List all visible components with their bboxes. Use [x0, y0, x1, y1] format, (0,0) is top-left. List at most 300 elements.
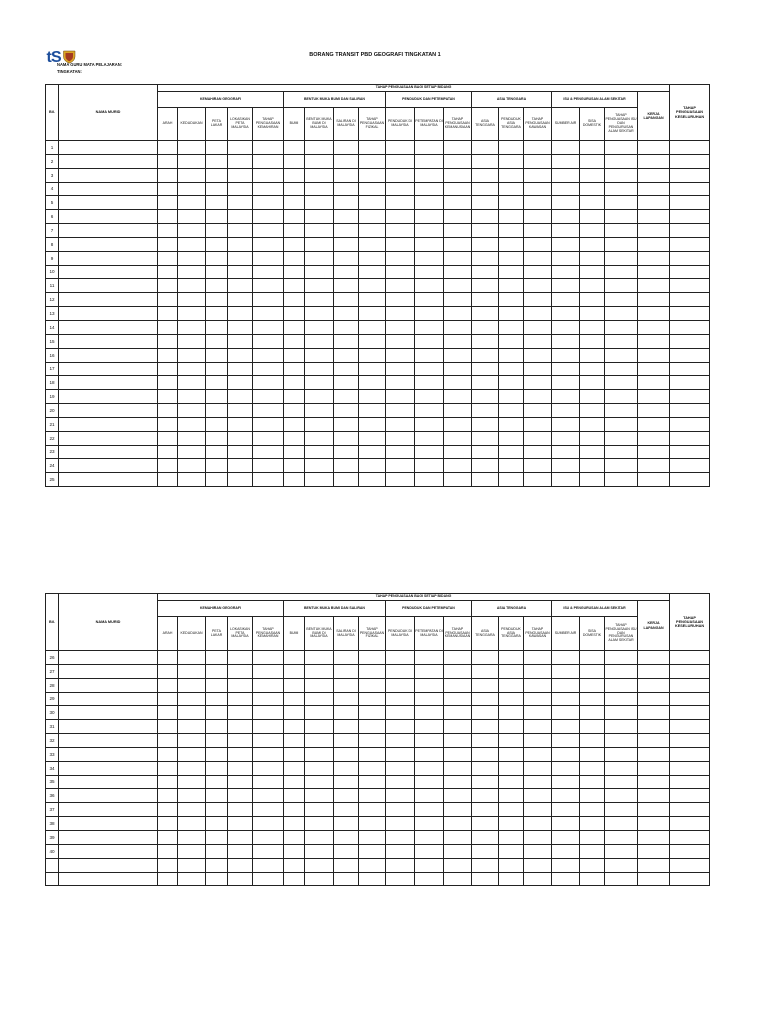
- level-cell-kedudukan: [178, 307, 206, 321]
- level-cell-peta-lakar: [206, 678, 228, 692]
- level-cell-tahap-penguasaan-fizikal: [359, 376, 386, 390]
- overall-level-cell: [670, 251, 710, 265]
- level-cell-bentuk-muka-bumi-di-malaysia: [305, 404, 334, 418]
- level-cell-tahap-penguasaan-kemanusiaan: [444, 376, 472, 390]
- level-cell-kedudukan: [178, 224, 206, 238]
- table-row: [46, 844, 710, 858]
- level-cell-tahap-penguasaan-isu-dan-pengurusan-alam-sekitar: [605, 858, 638, 872]
- level-cell-asia-tenggara: [472, 803, 499, 817]
- level-cell-tahap-penguasaan-isu-dan-pengurusan-alam-sekitar: [605, 141, 638, 155]
- level-cell-peta-lakar: [206, 830, 228, 844]
- level-cell-tahap-penguasaan-kawasan: [524, 237, 552, 251]
- level-cell-bumi: [284, 706, 305, 720]
- level-cell-tahap-penguasaan-fizikal: [359, 830, 386, 844]
- topic-header-petempatan-di-malaysia: PETEMPATAN DI MALAYSIA: [415, 617, 444, 651]
- level-cell-tahap-penguasaan-kawasan: [524, 459, 552, 473]
- level-cell-penduduk-asia-tenggara: [499, 224, 524, 238]
- level-cell-tahap-penguasaan-kemanusiaan: [444, 803, 472, 817]
- level-cell-lokasikan-peta-malaysia: [228, 376, 253, 390]
- level-cell-arah: [158, 872, 178, 886]
- group-header-penduduk-dan-petempatan: PENDUDUK DAN PETEMPATAN: [386, 601, 472, 617]
- level-cell-sisa-domestik: [580, 445, 605, 459]
- level-cell-sumber-air: [552, 348, 580, 362]
- level-cell-sumber-air: [552, 237, 580, 251]
- level-cell-bumi: [284, 664, 305, 678]
- level-cell-kedudukan: [178, 431, 206, 445]
- assessment-table-first-sheet: [45, 84, 710, 487]
- overall-level-cell: [670, 307, 710, 321]
- level-cell-sumber-air: [552, 307, 580, 321]
- table-body: [46, 651, 710, 886]
- level-cell-lokasikan-peta-malaysia: [228, 293, 253, 307]
- level-cell-bentuk-muka-bumi-di-malaysia: [305, 664, 334, 678]
- level-cell-asia-tenggara: [472, 376, 499, 390]
- level-cell-lokasikan-peta-malaysia: [228, 459, 253, 473]
- level-cell-tahap-penguasaan-isu-dan-pengurusan-alam-sekitar: [605, 761, 638, 775]
- level-cell-penduduk-asia-tenggara: [499, 734, 524, 748]
- table-row: [46, 279, 710, 293]
- level-cell-lokasikan-peta-malaysia: [228, 830, 253, 844]
- level-cell-asia-tenggara: [472, 141, 499, 155]
- level-cell-sumber-air: [552, 706, 580, 720]
- level-cell-lokasikan-peta-malaysia: [228, 404, 253, 418]
- level-cell-saliran-di-malaysia: [334, 678, 359, 692]
- level-cell-peta-lakar: [206, 210, 228, 224]
- table-row: [46, 664, 710, 678]
- level-cell-tahap-penguasaan-fizikal: [359, 678, 386, 692]
- level-cell-tahap-penguasaan-kemanusiaan: [444, 390, 472, 404]
- level-cell-kedudukan: [178, 775, 206, 789]
- group-header-isu-and-pengurusan-alam-sekitar: ISU & PENGURUSAN ALAM SEKITAR: [552, 92, 638, 108]
- table-body: [46, 141, 710, 487]
- level-cell-penduduk-di-malaysia: [386, 651, 415, 665]
- level-cell-lokasikan-peta-malaysia: [228, 362, 253, 376]
- level-cell-tahap-penguasaan-kemanusiaan: [444, 473, 472, 487]
- level-cell-petempatan-di-malaysia: [415, 279, 444, 293]
- level-cell-bentuk-muka-bumi-di-malaysia: [305, 224, 334, 238]
- overall-level-cell: [670, 362, 710, 376]
- topic-header-asia-tenggara: ASIA TENGGARA: [472, 617, 499, 651]
- level-cell-saliran-di-malaysia: [334, 706, 359, 720]
- fieldwork-cell: [638, 761, 670, 775]
- level-cell-bentuk-muka-bumi-di-malaysia: [305, 678, 334, 692]
- level-cell-tahap-penguasaan-kemahiran: [253, 168, 284, 182]
- level-cell-penduduk-di-malaysia: [386, 431, 415, 445]
- row-number: 26: [46, 651, 59, 665]
- level-cell-peta-lakar: [206, 720, 228, 734]
- level-cell-petempatan-di-malaysia: [415, 817, 444, 831]
- level-cell-penduduk-di-malaysia: [386, 858, 415, 872]
- level-cell-tahap-penguasaan-kawasan: [524, 651, 552, 665]
- level-cell-petempatan-di-malaysia: [415, 651, 444, 665]
- level-cell-kedudukan: [178, 390, 206, 404]
- level-cell-bumi: [284, 320, 305, 334]
- student-name-cell: [59, 830, 158, 844]
- level-cell-bentuk-muka-bumi-di-malaysia: [305, 706, 334, 720]
- level-cell-asia-tenggara: [472, 279, 499, 293]
- overall-level-cell: [670, 803, 710, 817]
- overall-level-cell: [670, 417, 710, 431]
- level-cell-penduduk-di-malaysia: [386, 210, 415, 224]
- overall-level-cell: [670, 459, 710, 473]
- fieldwork-cell: [638, 141, 670, 155]
- topic-header-bentuk-muka-bumi-di-malaysia: BENTUK MUKA BUMI DI MALAYSIA: [305, 108, 334, 141]
- fieldwork-cell: [638, 692, 670, 706]
- level-cell-saliran-di-malaysia: [334, 320, 359, 334]
- level-cell-bumi: [284, 210, 305, 224]
- table-row: [46, 307, 710, 321]
- level-cell-tahap-penguasaan-kemanusiaan: [444, 775, 472, 789]
- level-cell-penduduk-di-malaysia: [386, 404, 415, 418]
- level-cell-peta-lakar: [206, 320, 228, 334]
- level-cell-kedudukan: [178, 445, 206, 459]
- level-cell-lokasikan-peta-malaysia: [228, 431, 253, 445]
- level-cell-tahap-penguasaan-isu-dan-pengurusan-alam-sekitar: [605, 445, 638, 459]
- student-name-cell: [59, 459, 158, 473]
- topic-header-penduduk-di-malaysia: PENDUDUK DI MALAYSIA: [386, 617, 415, 651]
- level-cell-tahap-penguasaan-isu-dan-pengurusan-alam-sekitar: [605, 431, 638, 445]
- student-name-cell: [59, 417, 158, 431]
- level-cell-bumi: [284, 154, 305, 168]
- level-cell-tahap-penguasaan-kemahiran: [253, 376, 284, 390]
- level-cell-sumber-air: [552, 265, 580, 279]
- level-cell-bentuk-muka-bumi-di-malaysia: [305, 390, 334, 404]
- level-cell-sisa-domestik: [580, 265, 605, 279]
- level-cell-sisa-domestik: [580, 182, 605, 196]
- level-cell-tahap-penguasaan-kemanusiaan: [444, 664, 472, 678]
- level-cell-petempatan-di-malaysia: [415, 872, 444, 886]
- level-cell-bentuk-muka-bumi-di-malaysia: [305, 154, 334, 168]
- level-cell-asia-tenggara: [472, 362, 499, 376]
- level-cell-saliran-di-malaysia: [334, 858, 359, 872]
- level-cell-sisa-domestik: [580, 251, 605, 265]
- level-cell-tahap-penguasaan-kawasan: [524, 830, 552, 844]
- level-cell-penduduk-di-malaysia: [386, 376, 415, 390]
- level-cell-kedudukan: [178, 251, 206, 265]
- table-row: [46, 459, 710, 473]
- level-cell-sumber-air: [552, 803, 580, 817]
- level-cell-kedudukan: [178, 830, 206, 844]
- overall-level-cell: [670, 775, 710, 789]
- level-cell-tahap-penguasaan-isu-dan-pengurusan-alam-sekitar: [605, 844, 638, 858]
- overall-level-cell: [670, 265, 710, 279]
- level-cell-sisa-domestik: [580, 692, 605, 706]
- level-cell-penduduk-di-malaysia: [386, 141, 415, 155]
- fieldwork-header: KERJA LAPANGAN: [638, 92, 670, 141]
- level-cell-penduduk-di-malaysia: [386, 747, 415, 761]
- level-cell-lokasikan-peta-malaysia: [228, 817, 253, 831]
- level-cell-bumi: [284, 362, 305, 376]
- table-header: [46, 85, 710, 141]
- level-cell-petempatan-di-malaysia: [415, 803, 444, 817]
- level-cell-tahap-penguasaan-isu-dan-pengurusan-alam-sekitar: [605, 872, 638, 886]
- level-cell-asia-tenggara: [472, 706, 499, 720]
- level-cell-kedudukan: [178, 182, 206, 196]
- level-cell-peta-lakar: [206, 775, 228, 789]
- group-header-asia-tenggara: ASIA TENGGARA: [472, 92, 552, 108]
- level-cell-sisa-domestik: [580, 320, 605, 334]
- level-cell-penduduk-di-malaysia: [386, 320, 415, 334]
- table-row: [46, 293, 710, 307]
- level-cell-tahap-penguasaan-fizikal: [359, 362, 386, 376]
- level-cell-lokasikan-peta-malaysia: [228, 775, 253, 789]
- level-cell-sumber-air: [552, 459, 580, 473]
- level-cell-kedudukan: [178, 678, 206, 692]
- level-cell-tahap-penguasaan-isu-dan-pengurusan-alam-sekitar: [605, 196, 638, 210]
- student-name-cell: [59, 196, 158, 210]
- level-cell-petempatan-di-malaysia: [415, 182, 444, 196]
- level-cell-penduduk-di-malaysia: [386, 168, 415, 182]
- level-cell-bentuk-muka-bumi-di-malaysia: [305, 417, 334, 431]
- level-cell-tahap-penguasaan-fizikal: [359, 706, 386, 720]
- level-cell-tahap-penguasaan-kemahiran: [253, 334, 284, 348]
- level-cell-bumi: [284, 265, 305, 279]
- fieldwork-cell: [638, 293, 670, 307]
- level-cell-kedudukan: [178, 844, 206, 858]
- level-cell-bumi: [284, 473, 305, 487]
- bil-header: Bil.: [46, 85, 59, 141]
- topic-header-sumber-air: SUMBER AIR: [552, 617, 580, 651]
- level-cell-tahap-penguasaan-fizikal: [359, 417, 386, 431]
- level-cell-bentuk-muka-bumi-di-malaysia: [305, 168, 334, 182]
- level-cell-asia-tenggara: [472, 251, 499, 265]
- level-cell-tahap-penguasaan-fizikal: [359, 251, 386, 265]
- fieldwork-cell: [638, 844, 670, 858]
- row-number: 35: [46, 775, 59, 789]
- level-cell-penduduk-asia-tenggara: [499, 664, 524, 678]
- row-number: 24: [46, 459, 59, 473]
- level-cell-bentuk-muka-bumi-di-malaysia: [305, 196, 334, 210]
- level-cell-sumber-air: [552, 210, 580, 224]
- level-cell-penduduk-asia-tenggara: [499, 307, 524, 321]
- level-cell-sisa-domestik: [580, 376, 605, 390]
- fieldwork-header: KERJA LAPANGAN: [638, 601, 670, 651]
- level-cell-sumber-air: [552, 473, 580, 487]
- level-cell-lokasikan-peta-malaysia: [228, 334, 253, 348]
- topic-header-tahap-penguasaan-fizikal: TAHAP PENGUASAAN FIZIKAL: [359, 108, 386, 141]
- level-cell-arah: [158, 141, 178, 155]
- level-cell-tahap-penguasaan-kawasan: [524, 445, 552, 459]
- group-header-asia-tenggara: ASIA TENGGARA: [472, 601, 552, 617]
- level-cell-petempatan-di-malaysia: [415, 154, 444, 168]
- level-cell-tahap-penguasaan-kawasan: [524, 844, 552, 858]
- level-cell-bumi: [284, 307, 305, 321]
- row-number: 23: [46, 445, 59, 459]
- level-cell-arah: [158, 651, 178, 665]
- level-cell-tahap-penguasaan-kemahiran: [253, 154, 284, 168]
- table-row: [46, 210, 710, 224]
- level-cell-asia-tenggara: [472, 293, 499, 307]
- level-cell-tahap-penguasaan-kemanusiaan: [444, 154, 472, 168]
- level-cell-petempatan-di-malaysia: [415, 417, 444, 431]
- level-cell-tahap-penguasaan-kawasan: [524, 706, 552, 720]
- topic-header-penduduk-asia-tenggara: PENDUDUK ASIA TENGGARA: [499, 108, 524, 141]
- level-cell-tahap-penguasaan-kemahiran: [253, 141, 284, 155]
- level-cell-tahap-penguasaan-kemahiran: [253, 210, 284, 224]
- level-cell-lokasikan-peta-malaysia: [228, 182, 253, 196]
- level-cell-tahap-penguasaan-kawasan: [524, 404, 552, 418]
- level-cell-penduduk-di-malaysia: [386, 678, 415, 692]
- level-cell-sisa-domestik: [580, 720, 605, 734]
- level-cell-petempatan-di-malaysia: [415, 445, 444, 459]
- level-cell-sumber-air: [552, 651, 580, 665]
- level-cell-tahap-penguasaan-kawasan: [524, 334, 552, 348]
- level-cell-tahap-penguasaan-kawasan: [524, 279, 552, 293]
- level-cell-saliran-di-malaysia: [334, 692, 359, 706]
- level-cell-tahap-penguasaan-kawasan: [524, 858, 552, 872]
- level-cell-lokasikan-peta-malaysia: [228, 720, 253, 734]
- level-cell-bentuk-muka-bumi-di-malaysia: [305, 210, 334, 224]
- level-cell-tahap-penguasaan-isu-dan-pengurusan-alam-sekitar: [605, 775, 638, 789]
- level-cell-sisa-domestik: [580, 844, 605, 858]
- level-cell-lokasikan-peta-malaysia: [228, 473, 253, 487]
- level-cell-bumi: [284, 747, 305, 761]
- level-cell-asia-tenggara: [472, 775, 499, 789]
- row-number: 19: [46, 390, 59, 404]
- level-cell-bentuk-muka-bumi-di-malaysia: [305, 747, 334, 761]
- row-number: 37: [46, 803, 59, 817]
- topic-header-penduduk-di-malaysia: PENDUDUK DI MALAYSIA: [386, 108, 415, 141]
- level-cell-penduduk-di-malaysia: [386, 348, 415, 362]
- fieldwork-cell: [638, 651, 670, 665]
- level-cell-petempatan-di-malaysia: [415, 307, 444, 321]
- level-cell-saliran-di-malaysia: [334, 747, 359, 761]
- level-cell-arah: [158, 789, 178, 803]
- row-number: 5: [46, 196, 59, 210]
- level-cell-tahap-penguasaan-kemanusiaan: [444, 168, 472, 182]
- level-cell-bentuk-muka-bumi-di-malaysia: [305, 761, 334, 775]
- level-cell-sisa-domestik: [580, 803, 605, 817]
- level-cell-asia-tenggara: [472, 844, 499, 858]
- student-name-header: NAMA MURID: [59, 85, 158, 141]
- level-cell-tahap-penguasaan-kemahiran: [253, 872, 284, 886]
- level-cell-petempatan-di-malaysia: [415, 789, 444, 803]
- level-cell-sumber-air: [552, 293, 580, 307]
- level-cell-sisa-domestik: [580, 417, 605, 431]
- level-cell-lokasikan-peta-malaysia: [228, 279, 253, 293]
- overall-level-cell: [670, 817, 710, 831]
- student-name-cell: [59, 706, 158, 720]
- level-cell-kedudukan: [178, 154, 206, 168]
- level-cell-penduduk-asia-tenggara: [499, 182, 524, 196]
- level-cell-tahap-penguasaan-kemahiran: [253, 417, 284, 431]
- level-cell-tahap-penguasaan-fizikal: [359, 459, 386, 473]
- level-cell-petempatan-di-malaysia: [415, 664, 444, 678]
- level-cell-sisa-domestik: [580, 789, 605, 803]
- level-cell-tahap-penguasaan-kawasan: [524, 872, 552, 886]
- level-cell-tahap-penguasaan-fizikal: [359, 734, 386, 748]
- level-cell-penduduk-asia-tenggara: [499, 431, 524, 445]
- level-cell-arah: [158, 459, 178, 473]
- level-cell-petempatan-di-malaysia: [415, 141, 444, 155]
- table-row: [46, 747, 710, 761]
- level-cell-bumi: [284, 182, 305, 196]
- table-row: [46, 803, 710, 817]
- level-cell-penduduk-di-malaysia: [386, 224, 415, 238]
- level-cell-asia-tenggara: [472, 459, 499, 473]
- row-number: 10: [46, 265, 59, 279]
- level-cell-saliran-di-malaysia: [334, 376, 359, 390]
- overall-level-cell: [670, 404, 710, 418]
- level-cell-penduduk-asia-tenggara: [499, 154, 524, 168]
- level-cell-sumber-air: [552, 720, 580, 734]
- level-cell-asia-tenggara: [472, 154, 499, 168]
- level-cell-penduduk-asia-tenggara: [499, 141, 524, 155]
- table-row: [46, 651, 710, 665]
- level-cell-asia-tenggara: [472, 404, 499, 418]
- level-cell-sumber-air: [552, 168, 580, 182]
- row-number: [46, 872, 59, 886]
- form-title: BORANG TRANSIT PBD GEOGRAFI TINGKATAN 1: [309, 52, 441, 58]
- level-cell-penduduk-asia-tenggara: [499, 789, 524, 803]
- table-row: [46, 789, 710, 803]
- level-cell-tahap-penguasaan-fizikal: [359, 720, 386, 734]
- table-row: [46, 334, 710, 348]
- level-cell-penduduk-asia-tenggara: [499, 251, 524, 265]
- student-name-cell: [59, 664, 158, 678]
- level-cell-sisa-domestik: [580, 817, 605, 831]
- level-cell-bentuk-muka-bumi-di-malaysia: [305, 445, 334, 459]
- level-cell-kedudukan: [178, 789, 206, 803]
- level-cell-tahap-penguasaan-kemanusiaan: [444, 320, 472, 334]
- fieldwork-cell: [638, 473, 670, 487]
- table-header: [46, 594, 710, 651]
- student-name-header: NAMA MURID: [59, 594, 158, 651]
- row-number: 20: [46, 404, 59, 418]
- level-cell-asia-tenggara: [472, 168, 499, 182]
- level-cell-sisa-domestik: [580, 678, 605, 692]
- level-cell-tahap-penguasaan-kawasan: [524, 473, 552, 487]
- level-cell-bumi: [284, 376, 305, 390]
- level-cell-peta-lakar: [206, 196, 228, 210]
- level-cell-arah: [158, 237, 178, 251]
- table-row: [46, 196, 710, 210]
- level-cell-sumber-air: [552, 445, 580, 459]
- level-cell-peta-lakar: [206, 747, 228, 761]
- level-cell-tahap-penguasaan-kemanusiaan: [444, 445, 472, 459]
- level-cell-bumi: [284, 830, 305, 844]
- level-cell-penduduk-asia-tenggara: [499, 775, 524, 789]
- row-number: 6: [46, 210, 59, 224]
- level-cell-petempatan-di-malaysia: [415, 168, 444, 182]
- fieldwork-cell: [638, 362, 670, 376]
- level-cell-sumber-air: [552, 431, 580, 445]
- level-cell-tahap-penguasaan-fizikal: [359, 154, 386, 168]
- level-cell-bentuk-muka-bumi-di-malaysia: [305, 376, 334, 390]
- level-cell-bumi: [284, 678, 305, 692]
- overall-level-cell: [670, 210, 710, 224]
- level-cell-penduduk-asia-tenggara: [499, 320, 524, 334]
- level-cell-penduduk-di-malaysia: [386, 154, 415, 168]
- level-cell-penduduk-di-malaysia: [386, 182, 415, 196]
- level-cell-penduduk-di-malaysia: [386, 664, 415, 678]
- table-row: [46, 431, 710, 445]
- level-cell-peta-lakar: [206, 789, 228, 803]
- level-cell-kedudukan: [178, 265, 206, 279]
- level-cell-peta-lakar: [206, 706, 228, 720]
- group-header-bentuk-muka-bumi-dan-saliran: BENTUK MUKA BUMI DAN SALIRAN: [284, 92, 386, 108]
- level-cell-bumi: [284, 196, 305, 210]
- level-cell-penduduk-asia-tenggara: [499, 803, 524, 817]
- table-row: [46, 858, 710, 872]
- student-name-cell: [59, 279, 158, 293]
- row-number: 38: [46, 817, 59, 831]
- level-cell-sumber-air: [552, 320, 580, 334]
- level-cell-sisa-domestik: [580, 651, 605, 665]
- level-cell-arah: [158, 431, 178, 445]
- level-cell-kedudukan: [178, 348, 206, 362]
- level-cell-kedudukan: [178, 320, 206, 334]
